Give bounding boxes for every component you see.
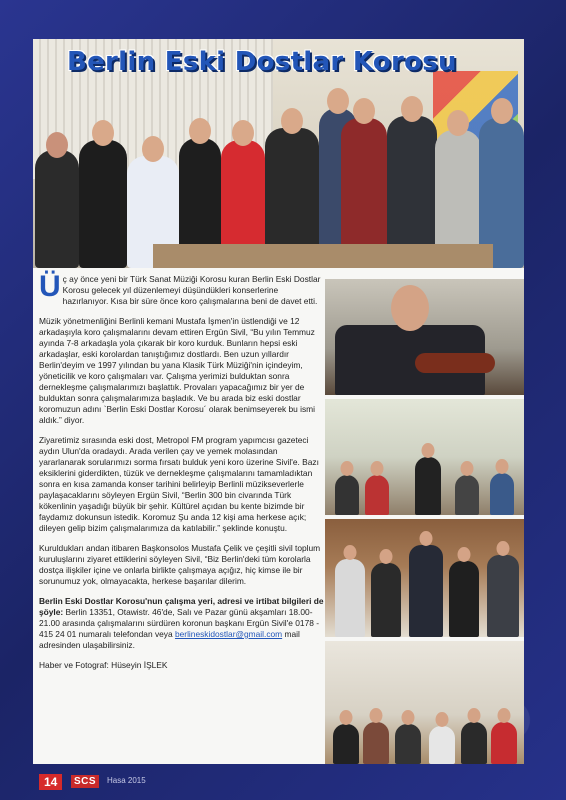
- contact-heading: Berlin Eski Dostlar Korosu'nun çalışma yeri, adresi ve irtibat bilgileri de şöyle:: [39, 596, 324, 617]
- choir-member: [335, 475, 359, 515]
- choir-member: [365, 475, 389, 515]
- violinist-photo: [325, 279, 524, 395]
- choir-member: [79, 140, 127, 268]
- article-page: [33, 39, 524, 764]
- paragraph: Müzik yönetmenliğini Berlinli kemani Mustafa İşmen'in üstlendiği ve 12 arkadaşıyla koro çalışmalarını devam ettiren Ergün Sivil, “Bu yılın Temmuz ayında 7-8 arkadaşla yola çıkarak bir koro kurduk. Bunların hepsi eski arkadaşlar, eski korolardan tanıştığımız dostlardı. Ben uzun yıllardır Berlin'deyim ve 1997 yılından bu yana Klasik Türk Müziği'nin içindeyim, yöneticilik ve koro çalışmaları var. Çalışma yerimizi bulduktan sonra dernekleşme çalışmalarımızı başlattık. Provaları yapacağımız bir yer de bulduktan sonra çalışmalarımıza başladık. Ve bu arada biz eski dostlar koromuzun adını `Berlin Eski Dostlar Korosu´ olarak benimseyerek bu ismi aldık.” diyor.: [39, 316, 316, 425]
- page-number: 14: [39, 774, 62, 790]
- choir-member: [335, 559, 365, 637]
- photo-credit: Haber ve Fotograf: Hüseyin İŞLEK: [39, 660, 168, 670]
- group-photo: [33, 39, 524, 268]
- paragraph: Ziyaretimiz sırasında eski dost, Metropol FM program yapımcısı gazeteci aydın Ulun'da oradaydı. Arada verilen çay ve yemek molasından yararlanarak sorularımızı sorma fırsatı bulduk yeni koro üzerine Sivil'e. Bazı eksiklerini giderdikten, tüzük ve dernekleşme çalışmalarını tamamladıktan sonra en kısa zamanda konser tarihini belirleyip Berlinli müzikseverlerle paylaşacaklarını söyleyen Ergün Sivil, “Berlin 300 bin civarında Türk kökenlinin yaşadığı büyük bir şehir. Kültürel açıdan bu kente bizimde bir faydamız dokunsun istedik. Koromuz Şu anda 12 kişi ama herkese açık; dileyen gelip bizim çalışmalarımıza da katılabilir.” şeklinde konuştu.: [39, 435, 319, 533]
- choir-member: [333, 724, 359, 764]
- contact-paragraph: [39, 596, 325, 651]
- women-choir-photo: [325, 641, 524, 764]
- choir-member: [490, 473, 514, 515]
- rehearsal-room-photo: [325, 399, 524, 515]
- choir-member: [449, 561, 479, 637]
- choir-member: [371, 563, 401, 637]
- violin: [415, 353, 495, 373]
- choir-member: [487, 555, 519, 637]
- group-portrait-photo: [325, 519, 524, 637]
- paragraph: [39, 270, 325, 307]
- choir-member: [395, 724, 421, 764]
- choir-member: [35, 150, 79, 268]
- table: [153, 244, 493, 268]
- choir-member: [455, 475, 479, 515]
- magazine-issue: Hasa 2015: [107, 776, 146, 785]
- article-body: [39, 270, 325, 764]
- paragraph: Kuruldukları andan itibaren Başkonsolos Mustafa Çelik ve çeşitli sivil toplum kuruluşlarını ziyaret ettiklerini söyleyen Sivil, “Biz Berlin'deki tüm korolarla dostça ilişkiler içine ve onlarla birlikte çalışmaya açığız, hiç kimse ile bir sorunumuz yok, olmayacakta, herkese başarılar dilerim.: [39, 543, 321, 586]
- choir-member: [491, 722, 517, 764]
- choir-member: [461, 722, 487, 764]
- choir-member: [415, 457, 441, 515]
- contact-text: Berlin 13351, Otawistr. 46'de, Salı ve Pazar günü akşamları 18.00-21.00 arasında çalışmalarını sürdüren koronun başkanı Ergün Sivil'e 0178 - 415 24 01 numaralı telefondan veya: [39, 607, 319, 639]
- drop-cap: Ü: [39, 270, 61, 303]
- page-title: Berlin Eski Dostlar Korosu: [67, 47, 457, 77]
- choir-member: [409, 545, 443, 637]
- choir-member: [363, 722, 389, 764]
- contact-text-end: mail adresinden ulaşabilirsiniz.: [39, 629, 300, 650]
- choir-member: [429, 726, 455, 764]
- email-link[interactable]: berlineskidostlar@gmail.com: [174, 629, 283, 639]
- page-footer: [33, 770, 233, 792]
- paragraph-text: ç ay önce yeni bir Türk Sanat Müziği Korosu kuran Berlin Eski Dostlar Korosu gelecek yıl düzenlemeyi düşündükleri konserlerine hazırlanıyor. Kısa bir süre önce koro çalışmalarına beni de davet etti.: [62, 274, 321, 306]
- magazine-logo: SCS: [71, 775, 99, 788]
